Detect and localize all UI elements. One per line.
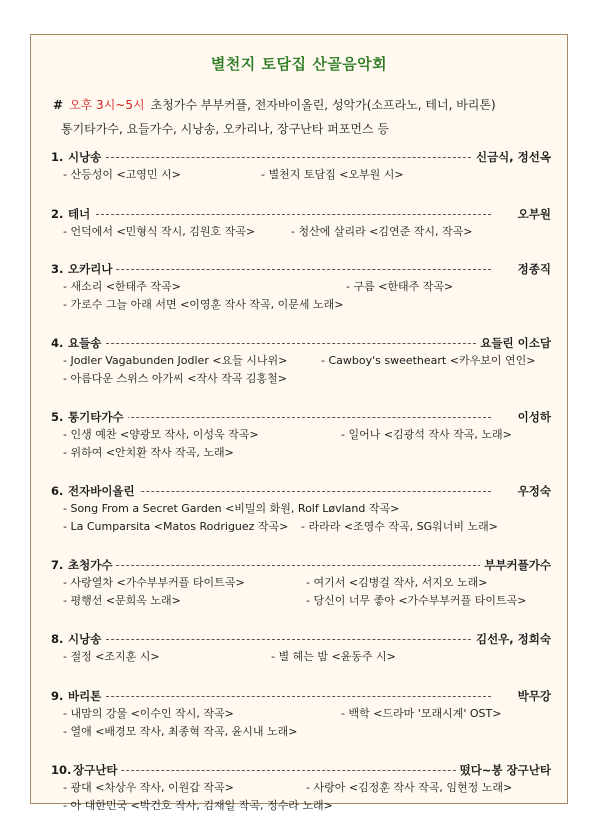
song-item: - 일어나 <김광석 작사 작곡, 노래>	[341, 428, 512, 441]
section-name: 초청가수	[68, 557, 116, 574]
section-name: 시낭송	[68, 631, 105, 648]
song-item: - 가로수 그늘 아래 서면 <이영훈 작사 작곡, 이문세 노래>	[63, 298, 344, 311]
song-row	[51, 574, 551, 592]
song-row	[51, 444, 551, 462]
section-name: 전자바이올린	[68, 483, 139, 500]
dashed-leader	[91, 343, 491, 344]
song-row	[51, 518, 551, 536]
performer-name: 이성하	[514, 409, 551, 426]
song-item: - 구름 <한태주 작곡>	[346, 280, 454, 293]
section-heading	[51, 206, 551, 223]
song-item: - 청산에 살리라 <김연준 작시, 작곡>	[291, 225, 473, 238]
section-heading	[51, 335, 551, 352]
section-heading	[51, 261, 551, 278]
intro-text-1: 초청가수 부부커플, 전자바이올린, 성악가(소프라노, 테너, 바리톤)	[150, 98, 496, 112]
section-number: 1.	[51, 150, 64, 164]
dashed-leader	[91, 214, 491, 215]
performer-name: 김선우, 정희숙	[472, 631, 551, 648]
song-row	[51, 779, 551, 797]
intro-line-2: 통기타가수, 요들가수, 시낭송, 오카리나, 장구난타 퍼포먼스 등	[61, 122, 389, 136]
song-item: - 위하여 <안치환 작사 작곡, 노래>	[63, 446, 234, 459]
event-time: 오후 3시~5시	[69, 98, 145, 112]
section-name: 요들송	[68, 335, 105, 352]
performer-name: 떴다~봉 장구난타	[456, 762, 551, 779]
dashed-leader	[91, 157, 491, 158]
song-item: - 아 대한민국 <박건호 작사, 김재일 작곡, 정수라 노래>	[63, 799, 333, 812]
song-row	[51, 500, 551, 518]
performer-name: 요들린 이소담	[476, 335, 551, 352]
section-name: 바리톤	[68, 688, 105, 705]
song-row	[51, 370, 551, 388]
section-number: 10.	[51, 763, 72, 777]
dashed-leader	[91, 639, 491, 640]
dashed-leader	[91, 565, 491, 566]
section-heading	[51, 688, 551, 705]
song-item: - 언덕에서 <민형식 작시, 김원호 작곡>	[63, 225, 256, 238]
performer-name: 박무강	[514, 688, 551, 705]
section-heading	[51, 762, 551, 779]
section-number: 7.	[51, 558, 64, 572]
section-heading	[51, 409, 551, 426]
dashed-leader	[91, 269, 491, 270]
section-number: 8.	[51, 632, 64, 646]
song-item: - 산등성이 <고영민 시>	[63, 168, 181, 181]
song-item: - 라라라 <조영수 작곡, SG워너비 노래>	[301, 520, 499, 533]
song-item: - Song From a Secret Garden <비밀의 화원, Rolf Løvland 작곡>	[63, 502, 400, 515]
hash-mark: #	[53, 98, 64, 112]
song-item: - 내맘의 강물 <이수인 작시, 작곡>	[63, 707, 234, 720]
song-item: - Cawboy's sweetheart <카우보이 연인>	[321, 354, 536, 367]
section-heading	[51, 483, 551, 500]
program-section	[51, 149, 551, 184]
song-row	[51, 296, 551, 314]
section-number: 6.	[51, 484, 64, 498]
dashed-leader	[91, 696, 491, 697]
dashed-leader	[91, 417, 491, 418]
song-item: - 사랑아 <김정훈 작사 작곡, 임현정 노래>	[306, 781, 513, 794]
page-title: 별천지 토담집 산골음악회	[210, 55, 388, 73]
section-heading	[51, 149, 551, 166]
song-item: - 열애 <배경모 작사, 최종혁 작곡, 윤시내 노래>	[63, 725, 298, 738]
song-item: - 사랑열차 <가수부부커플 타이트곡>	[63, 576, 245, 589]
section-heading	[51, 631, 551, 648]
program-section	[51, 762, 551, 815]
song-row	[51, 426, 551, 444]
section-number: 4.	[51, 336, 64, 350]
program-section	[51, 261, 551, 314]
section-name: 오카리나	[68, 261, 116, 278]
song-item: - 백학 <드라마 '모래시계' OST>	[341, 707, 502, 720]
section-name: 장구난타	[73, 762, 121, 779]
section-name: 시낭송	[68, 149, 105, 166]
performer-name: 우정숙	[514, 483, 551, 500]
intro-line-1	[53, 95, 496, 115]
song-item: - 별 헤는 밤 <윤동주 시>	[271, 650, 396, 663]
section-number: 5.	[51, 410, 64, 424]
section-name: 테너	[68, 206, 94, 223]
program-section	[51, 206, 551, 241]
program-section	[51, 483, 551, 536]
song-item: - 여기서 <김병걸 작사, 서지오 노래>	[306, 576, 488, 589]
program-section	[51, 335, 551, 388]
section-heading	[51, 557, 551, 574]
song-item: - 평행선 <문희옥 노래>	[63, 594, 181, 607]
section-number: 3.	[51, 262, 64, 276]
program-section	[51, 557, 551, 610]
song-item: - 광대 <차상우 작사, 이원갑 작곡>	[63, 781, 234, 794]
performer-name: 오부원	[514, 206, 551, 223]
song-item: - 새소리 <한태주 작곡>	[63, 280, 181, 293]
performer-name: 정종직	[514, 261, 551, 278]
performer-name: 신금식, 정선옥	[472, 149, 551, 166]
song-item: - 당신이 너무 좋아 <가수부부커플 타이트곡>	[306, 594, 527, 607]
song-row	[51, 352, 551, 370]
program-section	[51, 688, 551, 741]
program-section	[51, 631, 551, 666]
dashed-leader	[91, 770, 491, 771]
song-row	[51, 723, 551, 741]
song-item: - Jodler Vagabunden Jodler <요들 시나위>	[63, 354, 288, 367]
song-item: - 아름다운 스위스 아가씨 <작사 작곡 김홍철>	[63, 372, 288, 385]
performer-name: 부부커플가수	[480, 557, 551, 574]
program-section	[51, 409, 551, 462]
song-item: - La Cumparsita <Matos Rodriguez 작곡>	[63, 520, 289, 533]
song-row	[51, 592, 551, 610]
song-item: - 별천지 토담집 <오부원 시>	[261, 168, 404, 181]
song-row	[51, 223, 551, 241]
song-row	[51, 797, 551, 815]
song-row	[51, 648, 551, 666]
section-name: 통기타가수	[68, 409, 128, 426]
program-sheet	[30, 34, 568, 812]
dashed-leader	[91, 491, 491, 492]
song-row	[51, 278, 551, 296]
song-row	[51, 166, 551, 184]
song-item: - 인생 예찬 <양광모 작사, 이성욱 작곡>	[63, 428, 259, 441]
section-number: 9.	[51, 689, 64, 703]
song-item: - 절정 <조지훈 시>	[63, 650, 160, 663]
song-row	[51, 705, 551, 723]
section-number: 2.	[51, 207, 64, 221]
